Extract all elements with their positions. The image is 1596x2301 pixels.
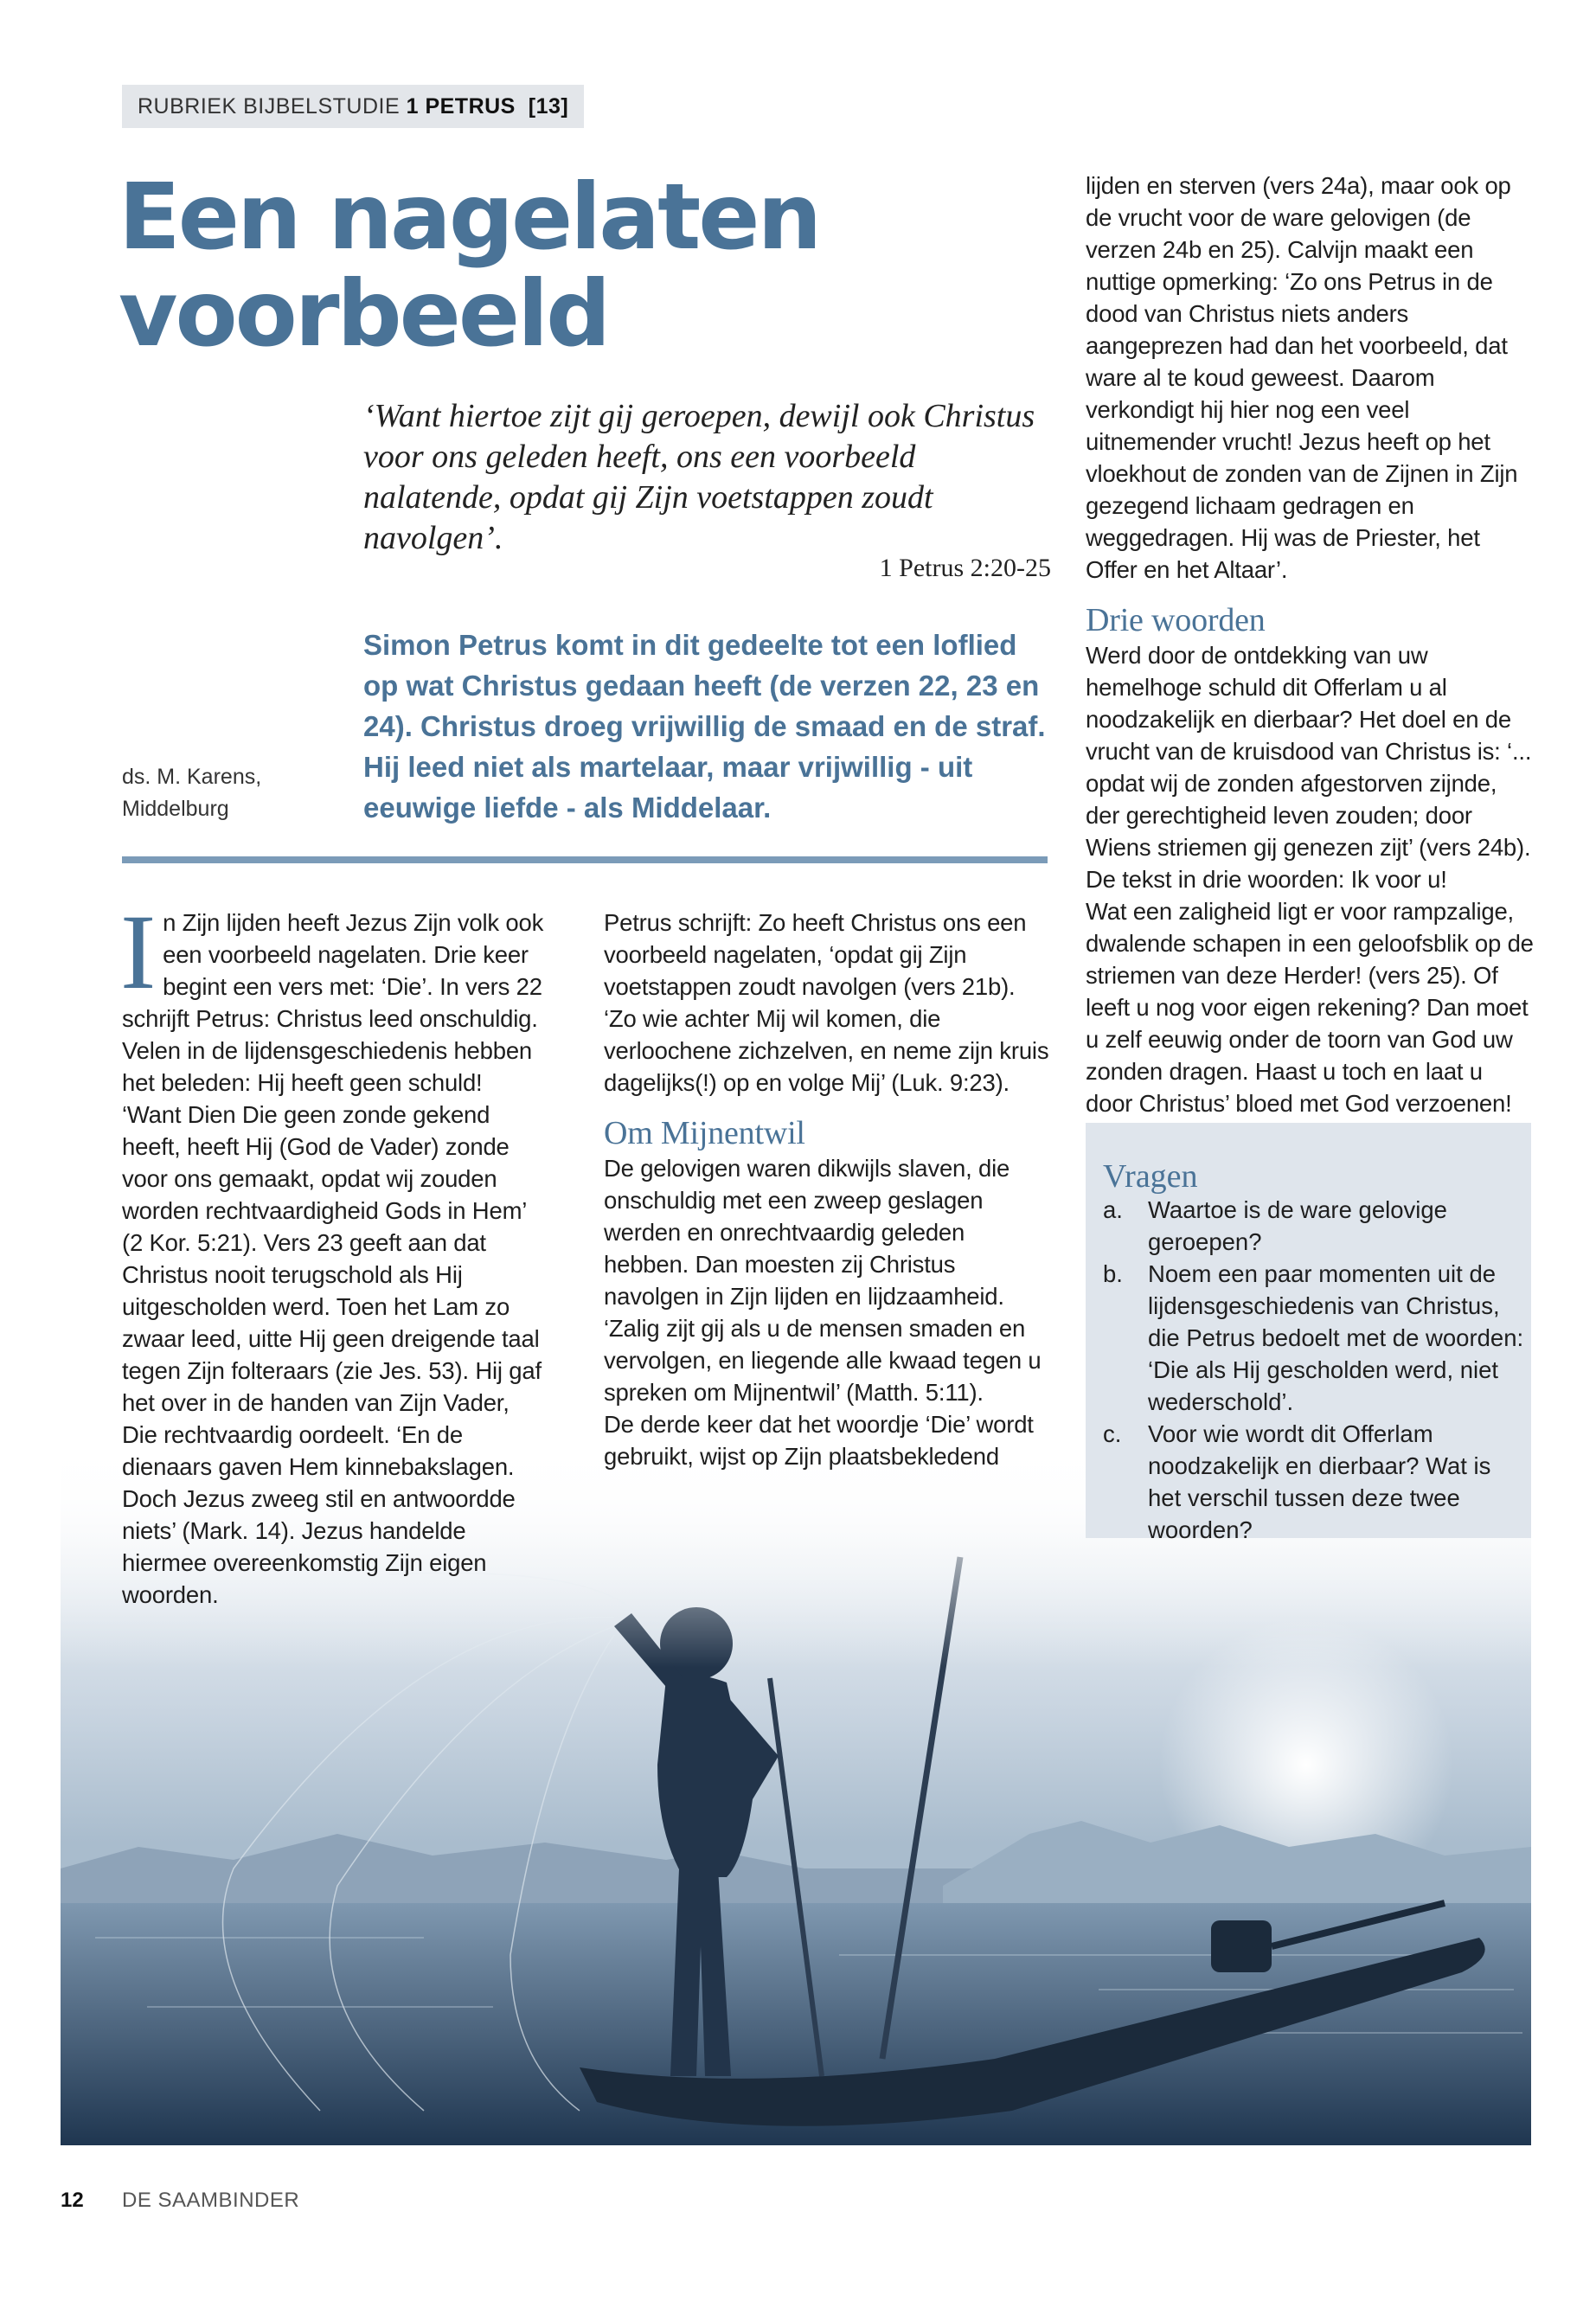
col3-paragraph-1: Werd door de ontdekking van uw hemelhoge schuld dit Offerlam u al noodzakelijk en dierbaar? Het doel en de vrucht van de kruisdood van Christus is: ‘... opdat wij de zonden afgestorven zijnde, der gerechtigheid leven zouden; door Wiens striemen gij genezen zijt’ (vers 24b). xyxy=(1086,642,1532,861)
author xyxy=(122,761,330,825)
question-item xyxy=(1103,1418,1527,1546)
col3-continuation: lijden en sterven (vers 24a), maar ook op de vrucht voor de ware gelovigen (de verzen 24b en 25). Calvijn maakt een nuttige opmerking: ‘Zo ons Petrus in de dood van Christus niets anders aangeprezen had dan het voorbeeld, dat ware al te koud geweest. Daarom verkondigt hij hier nog een veel uitnemender vrucht! Jezus heeft op het vloekhout de zonden van de Zijnen in Zijn gezegend lichaam gedragen en weggedragen. Hij was de Priester, het Offer en het Altaar’. xyxy=(1086,172,1518,583)
col3-paragraph-2: De tekst in drie woorden: Ik voor u! xyxy=(1086,866,1447,893)
rubriek-prefix: RUBRIEK BIJBELSTUDIE xyxy=(138,94,401,119)
question-letter: a. xyxy=(1103,1196,1123,1223)
magazine-name: DE SAAMBINDER xyxy=(122,2189,300,2212)
author-name: ds. M. Karens, xyxy=(122,765,262,789)
bible-quote-reference: 1 Petrus 2:20-25 xyxy=(879,554,1051,582)
col2-paragraph-1: Petrus schrijft: Zo heeft Christus ons een voorbeeld nagelaten, ‘opdat gij Zijn voetstappen zoudt navolgen (vers 21b). ‘Zo wie achter Mij wil komen, die verloochene zichzelven, en neme zijn kruis dagelijks(!) op en volge Mij’ (Luk. 9:23). xyxy=(604,909,1049,1096)
col2-paragraph-3: De derde keer dat het woordje ‘Die’ wordt gebruikt, wijst op Zijn plaatsbekledend xyxy=(604,1411,1034,1470)
rubriek-book: 1 PETRUS xyxy=(406,94,516,119)
questions-box xyxy=(1086,1123,1531,1543)
questions-list xyxy=(1103,1194,1527,1546)
question-text: Noem een paar momenten uit de lijdensgeschiedenis van Christus, die Petrus bedoelt met de woorden: ‘Die als Hij gescholden werd, niet wederschold’. xyxy=(1148,1260,1524,1415)
question-text: Waartoe is de ware gelovige geroepen? xyxy=(1148,1196,1447,1255)
question-text: Voor wie wordt dit Offerlam noodzakelijk en dierbaar? Wat is het verschil tussen deze twee woorden? xyxy=(1148,1420,1491,1543)
column-3 xyxy=(1086,170,1535,1170)
author-place: Middelburg xyxy=(122,797,229,821)
column-1 xyxy=(120,893,546,1611)
question-item xyxy=(1103,1194,1527,1258)
col1-paragraph xyxy=(120,893,546,1611)
section-divider xyxy=(122,856,1048,863)
title-line-1: Een nagelaten xyxy=(119,164,820,270)
question-letter: c. xyxy=(1103,1420,1122,1447)
col1-text: n Zijn lijden heeft Jezus Zijn volk ook een voorbeeld nagelaten. Drie keer begint een vers met: ‘Die’. In vers 22 schrijft Petrus: Christus leed onschuldig. Velen in de lijdensgeschiedenis hebben het beleden: Hij heeft geen schuld! ‘Want Dien Die geen zonde gekend heeft, heeft Hij (God de Vader) zonde voor ons gemaakt, opdat wij zouden worden rechtvaardigheid Gods in Hem’ (2 Kor. 5:21). Vers 23 geeft aan dat Christus nooit terugschold als Hij uitgescholden werd. Toen het Lam zo zwaar leed, uitte Hij geen dreigende taal tegen Zijn folteraars (zie Jes. 53). Hij gaf het over in de handen van Zijn Vader, Die rechtvaardig oordeelt. ‘En de dienaars gaven Hem kinnebakslagen. Doch Jezus zweeg stil en antwoordde niets’ (Mark. 14). Jezus handelde hiermee overeenkomstig Zijn eigen woorden. xyxy=(122,909,544,1608)
drop-cap: I xyxy=(120,893,157,1011)
article-title xyxy=(119,164,1027,367)
page-number: 12 xyxy=(61,2189,84,2212)
column-2 xyxy=(604,907,1054,1472)
col2-paragraph-2: De gelovigen waren dikwijls slaven, die onschuldig met een zweep geslagen werden en onrechtvaardig geleden hebben. Dan moesten zij Christus navolgen in Zijn lijden en lijdzaamheid. ‘Zalig zijt gij als u de mensen smaden en vervolgen, en liegende alle kwaad tegen u spreken om Mijnentwil’ (Matth. 5:11). xyxy=(604,1155,1042,1406)
subhead-om-mijnentwil: Om Mijnentwil xyxy=(604,1115,805,1151)
questions-title: Vragen xyxy=(1103,1158,1198,1195)
lead-paragraph: Simon Petrus komt in dit gedeelte tot een loflied op wat Christus gedaan heeft (de verzen 22, 23 en 24). Christus droeg vrijwillig de smaad en de straf. Hij leed niet als martelaar, maar vrijwillig - uit eeuwige liefde - als Middelaar. xyxy=(363,629,1046,824)
question-letter: b. xyxy=(1103,1260,1123,1287)
col3-paragraph-3: Wat een zaligheid ligt er voor rampzalige, dwalende schapen in een geloofsblik op de striemen van deze Herder! (vers 25). Of leeft u nog voor eigen rekening? Dan moet u zelf eeuwig onder de toorn van God uw zonden dragen. Haast u toch en laat u door Christus’ bloed met God verzoenen! xyxy=(1086,898,1534,1117)
subhead-drie-woorden: Drie woorden xyxy=(1086,602,1266,638)
rubriek-number: [13] xyxy=(528,94,569,119)
rubriek-label xyxy=(122,85,584,128)
question-item xyxy=(1103,1258,1527,1418)
title-line-2: voorbeeld xyxy=(119,261,609,367)
bible-quote: ‘Want hiertoe zijt gij geroepen, dewijl ook Christus voor ons geleden heeft, ons een voorbeeld nalatende, opdat gij Zijn voetstappen zoudt navolgen’. xyxy=(363,398,1035,556)
